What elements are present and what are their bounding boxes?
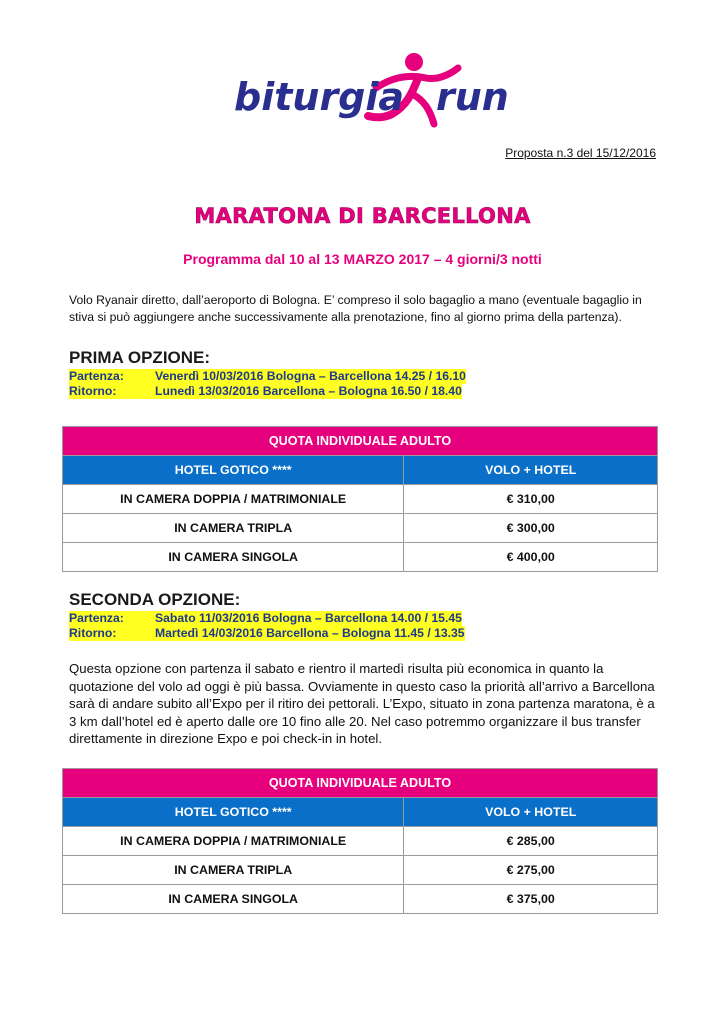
room-type: IN CAMERA SINGOLA bbox=[63, 543, 404, 572]
return-value: Lunedì 13/03/2016 Barcellona – Bologna 16.50 / 18.40 bbox=[155, 384, 462, 398]
option1-flights bbox=[69, 369, 466, 399]
table-subheader-row bbox=[63, 456, 658, 485]
logo-text-left: biturgia bbox=[234, 75, 405, 119]
departure-value: Venerdì 10/03/2016 Bologna – Barcellona 14.25 / 16.10 bbox=[155, 369, 466, 383]
departure-label: Partenza: bbox=[69, 369, 155, 384]
page-subtitle: Programma dal 10 al 13 MARZO 2017 – 4 giorni/3 notti bbox=[183, 251, 542, 267]
room-price: € 285,00 bbox=[404, 827, 658, 856]
table-row bbox=[63, 543, 658, 572]
room-price: € 275,00 bbox=[404, 856, 658, 885]
option2-note: Questa opzione con partenza il sabato e rientro il martedì risulta più economica in quanto la quotazione del volo ad oggi è più bassa. Ovviamente in questo caso la priorità all’arrivo a Barcellona sarà di andare subito all’Expo per il ritiro dei pettorali. L’Expo, situato in zona partenza maratona, è a 3 km dall’hotel ed è aperto dalle ore 10 fino alle 20. Nel caso potremmo organizzare il bus transfer direttamente in direzione Expo e poi check-in in hotel. bbox=[69, 661, 655, 746]
column-price: VOLO + HOTEL bbox=[404, 456, 658, 485]
option2-heading: SECONDA OPZIONE: bbox=[69, 590, 241, 609]
option1-price-table bbox=[62, 426, 658, 572]
column-hotel: HOTEL GOTICO **** bbox=[63, 456, 404, 485]
departure-value: Sabato 11/03/2016 Bologna – Barcellona 14.00 / 15.45 bbox=[155, 611, 462, 625]
table-row bbox=[63, 885, 658, 914]
table-header: QUOTA INDIVIDUALE ADULTO bbox=[63, 769, 658, 798]
page-title: MARATONA DI BARCELLONA bbox=[194, 204, 531, 228]
logo-text-right: run bbox=[436, 75, 509, 119]
table-subheader-row bbox=[63, 798, 658, 827]
room-price: € 310,00 bbox=[404, 485, 658, 514]
option2-departure bbox=[69, 611, 465, 626]
room-price: € 375,00 bbox=[404, 885, 658, 914]
column-price: VOLO + HOTEL bbox=[404, 798, 658, 827]
table-row bbox=[63, 485, 658, 514]
table-header-row bbox=[63, 769, 658, 798]
room-type: IN CAMERA SINGOLA bbox=[63, 885, 404, 914]
departure-label: Partenza: bbox=[69, 611, 155, 626]
table-row bbox=[63, 514, 658, 543]
table-header: QUOTA INDIVIDUALE ADULTO bbox=[63, 427, 658, 456]
table-row bbox=[63, 827, 658, 856]
table-row bbox=[63, 856, 658, 885]
biturgia-run-logo bbox=[226, 48, 516, 138]
table-header-row bbox=[63, 427, 658, 456]
option2-flights bbox=[69, 611, 465, 641]
room-type: IN CAMERA DOPPIA / MATRIMONIALE bbox=[63, 827, 404, 856]
return-label: Ritorno: bbox=[69, 384, 155, 399]
proposal-reference: Proposta n.3 del 15/12/2016 bbox=[505, 146, 656, 160]
option2-return bbox=[69, 626, 465, 641]
return-label: Ritorno: bbox=[69, 626, 155, 641]
room-price: € 400,00 bbox=[404, 543, 658, 572]
room-price: € 300,00 bbox=[404, 514, 658, 543]
option1-return bbox=[69, 384, 466, 399]
option2-price-table bbox=[62, 768, 658, 914]
option1-heading: PRIMA OPZIONE: bbox=[69, 348, 211, 367]
column-hotel: HOTEL GOTICO **** bbox=[63, 798, 404, 827]
option1-departure bbox=[69, 369, 466, 384]
room-type: IN CAMERA DOPPIA / MATRIMONIALE bbox=[63, 485, 404, 514]
return-value: Martedì 14/03/2016 Barcellona – Bologna 11.45 / 13.35 bbox=[155, 626, 465, 640]
intro-paragraph: Volo Ryanair diretto, dall’aeroporto di Bologna. E’ compreso il solo bagaglio a mano (eventuale bagaglio in stiva si può aggiungere anche successivamente alla prenotazione, fino al giorno prima della partenza). bbox=[69, 293, 642, 324]
room-type: IN CAMERA TRIPLA bbox=[63, 856, 404, 885]
room-type: IN CAMERA TRIPLA bbox=[63, 514, 404, 543]
